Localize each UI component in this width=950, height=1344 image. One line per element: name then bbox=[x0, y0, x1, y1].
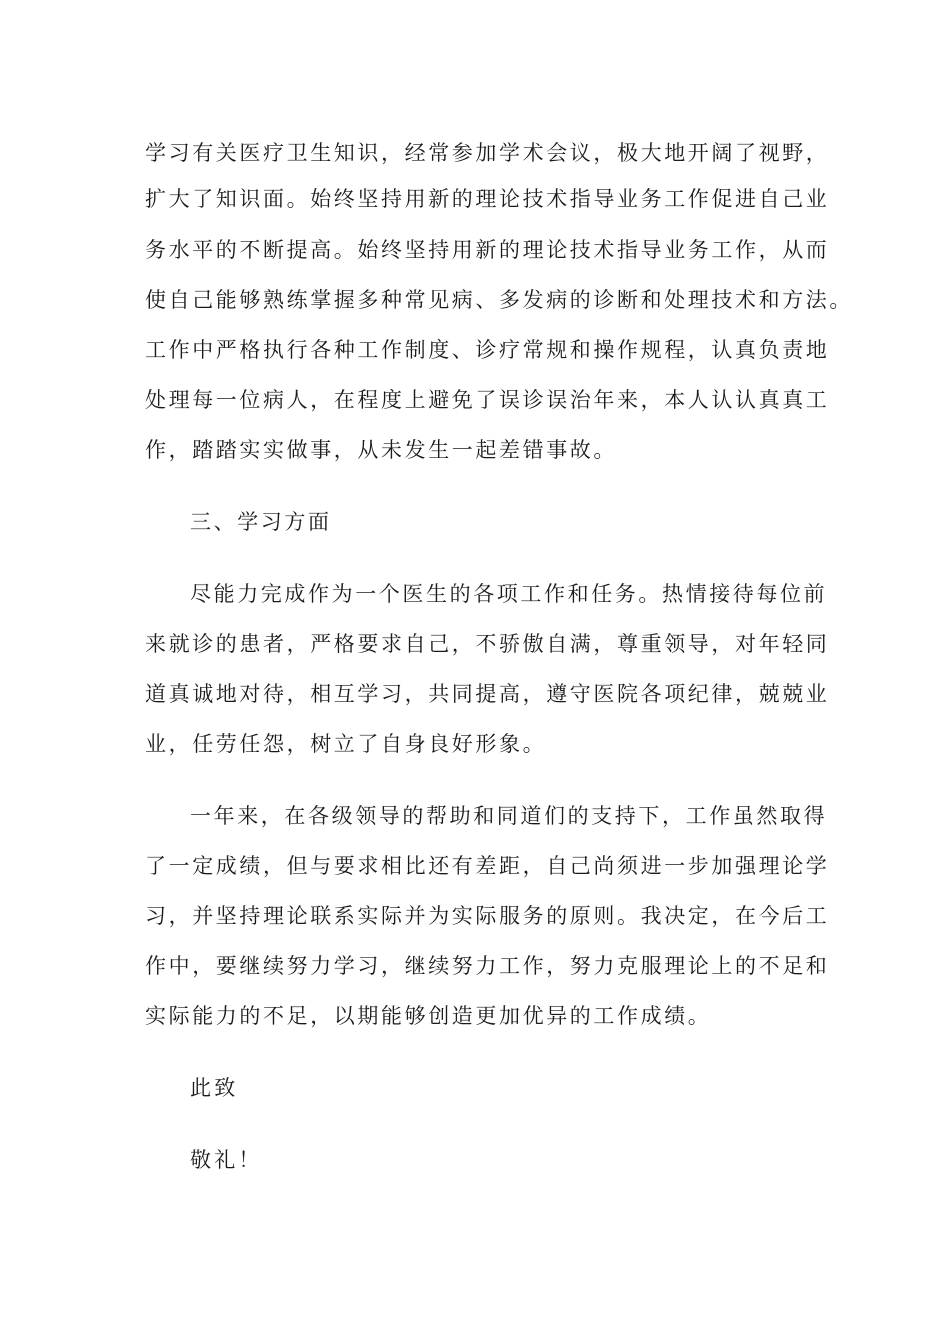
paragraph-3-line-2: 了一定成绩，但与要求相比还有差距，自己尚须进一步加强理论学 bbox=[145, 854, 830, 878]
paragraph-2-line-3: 道真诚地对待，相互学习，共同提高，遵守医院各项纪律，兢兢业 bbox=[145, 682, 830, 706]
closing-salutation: 此致 bbox=[190, 1076, 239, 1100]
paragraph-3-line-3: 习，并坚持理论联系实际并为实际服务的原则。我决定，在今后工 bbox=[145, 904, 830, 928]
paragraph-3-line-1: 一年来，在各级领导的帮助和同道们的支持下，工作虽然取得 bbox=[190, 804, 828, 828]
paragraph-3-line-4: 作中，要继续努力学习，继续努力工作，努力克服理论上的不足和 bbox=[145, 954, 830, 978]
paragraph-1-line-2: 扩大了知识面。始终坚持用新的理论技术指导业务工作促进自己业 bbox=[145, 187, 830, 211]
paragraph-1-line-3: 务水平的不断提高。始终坚持用新的理论技术指导业务工作，从而 bbox=[145, 238, 830, 262]
paragraph-1-line-4: 使自己能够熟练掌握多种常见病、多发病的诊断和处理技术和方法。 bbox=[145, 288, 853, 312]
paragraph-1-line-7: 作，踏踏实实做事，从未发生一起差错事故。 bbox=[145, 438, 617, 462]
paragraph-2-line-1: 尽能力完成作为一个医生的各项工作和任务。热情接待每位前 bbox=[190, 582, 828, 606]
paragraph-1-line-5: 工作中严格执行各种工作制度、诊疗常规和操作规程，认真负责地 bbox=[145, 338, 830, 362]
paragraph-1-line-1: 学习有关医疗卫生知识，经常参加学术会议，极大地开阔了视野， bbox=[145, 141, 830, 165]
section-heading: 三、学习方面 bbox=[190, 510, 332, 534]
paragraph-1-line-6: 处理每一位病人，在程度上避免了误诊误治年来，本人认认真真工 bbox=[145, 388, 830, 412]
paragraph-2-line-2: 来就诊的患者，严格要求自己，不骄傲自满，尊重领导，对年轻同 bbox=[145, 632, 830, 656]
paragraph-2-line-4: 业，任劳任怨，树立了自身良好形象。 bbox=[145, 732, 547, 756]
closing-regards: 敬礼！ bbox=[190, 1148, 263, 1172]
paragraph-3-line-5: 实际能力的不足，以期能够创造更加优异的工作成绩。 bbox=[145, 1004, 712, 1028]
